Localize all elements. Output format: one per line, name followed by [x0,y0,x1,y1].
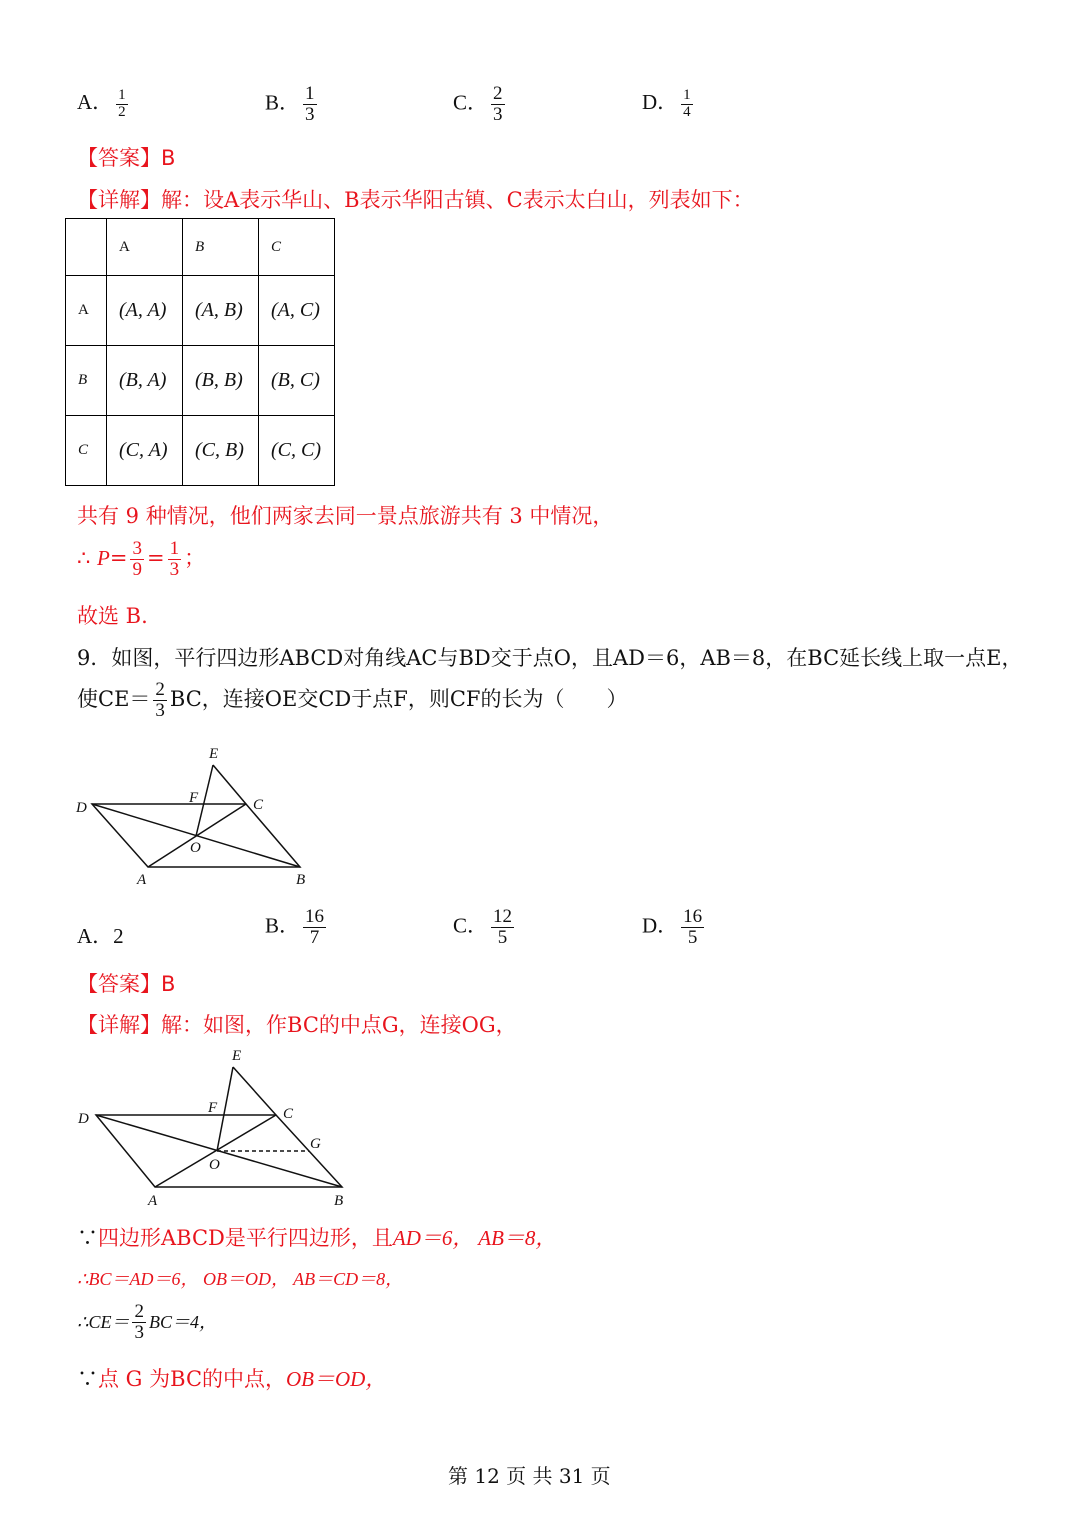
diagonal-ac [148,804,246,867]
table-cell [66,219,107,276]
table-row [66,346,335,416]
table-cell: (B, A) [107,346,183,416]
table-cell: (A, A) [107,276,183,346]
table-cell: (A, B) [183,276,259,346]
q9-statement-line1: 9．如图，平行四边形ABCD对角线AC与BD交于点O，且AD＝6，AB＝8，在BC延长线上取一点E， [77,646,1023,670]
option-a-q8: A． $\frac{1}{2}$ [77,86,126,120]
table-cell: C [259,219,335,276]
label-d: D [76,800,87,816]
table-row [66,276,335,346]
table-cell: (C, C) [259,416,335,486]
label-c: C [283,1106,294,1122]
detail-q8: 【详解】解：设A表示华山、B表示华阳古镇、C表示太白山，列表如下： [77,188,754,212]
parallelogram-figure-1 [70,740,330,890]
option-d-q9: D． $\frac{16}{5}$ [642,906,703,948]
table-cell: (C, A) [107,416,183,486]
label-f: F [189,790,199,806]
label-c: C [253,797,264,813]
answer-q9: 【答案】B [77,972,176,996]
segment-oe [196,765,213,836]
option-d-q8: D． $\frac{1}{4}$ [642,86,691,120]
table-cell: (A, C) [259,276,335,346]
table-cell: A [107,219,183,276]
table-row [66,416,335,486]
table-cell: B [66,346,107,416]
label-e: E [209,746,219,762]
outcome-table [65,218,335,486]
option-c-q8: C． $\frac{2}{3}$ [453,83,503,125]
option-b-q9: B． $\frac{16}{7}$ [265,906,325,948]
label-o: O [209,1157,220,1173]
detail-q9: 【详解】解：如图，作BC的中点G，连接OG， [77,1013,517,1037]
solution-line-1: ∵四边形ABCD是平行四边形，且AD＝6， AB＝8， [77,1226,557,1250]
label-e: E [232,1048,242,1064]
solution-line-4: ∵点 G 为BC的中点，OB＝OD， [77,1367,387,1391]
diagonal-ac [155,1115,276,1187]
table-cell: C [66,416,107,486]
segment-oe [217,1067,233,1151]
parallelogram-figure-2 [70,1040,360,1210]
label-d: D [78,1111,89,1127]
page-footer: 第 12 页 共 31 页 [448,1464,611,1488]
option-b-q8: B． $\frac{1}{3}$ [265,83,315,125]
label-a: A [148,1193,158,1209]
segment-ce [233,1067,276,1115]
label-g: G [310,1136,321,1152]
label-a: A [137,872,147,888]
label-b: B [334,1193,344,1209]
table-cell: (B, B) [183,346,259,416]
solution-line-2: ∴BC＝AD＝6， OB＝OD， AB＝CD＝8， [77,1269,404,1289]
q8-probability-line: ∴ P= $\frac{3}{9}$ = $\frac{1}{3}$ ； [77,538,206,580]
label-b: B [296,872,306,888]
table-header-row [66,219,335,276]
table-cell: B [183,219,259,276]
q9-statement-line2: 使CE＝ $\frac{2}{3}$ BC，连接OE交CD于点F，则CF的长为（ ） [77,679,628,721]
q8-conclusion: 故选 B. [77,604,148,628]
table-cell: A [66,276,107,346]
table-cell: (C, B) [183,416,259,486]
table-cell: (B, C) [259,346,335,416]
label-o: O [190,840,201,856]
option-a-q9: A．2 [77,924,124,948]
solution-line-3: ∴CE＝ $\frac{2}{3}$ BC＝4， [77,1301,217,1343]
label-f: F [208,1100,218,1116]
option-c-q9: C． $\frac{12}{5}$ [453,906,513,948]
q8-cases-line: 共有 9 种情况，他们两家去同一景点旅游共有 3 中情况， [77,504,614,528]
answer-q8: 【答案】B [77,146,176,170]
segment-ce [213,765,246,804]
